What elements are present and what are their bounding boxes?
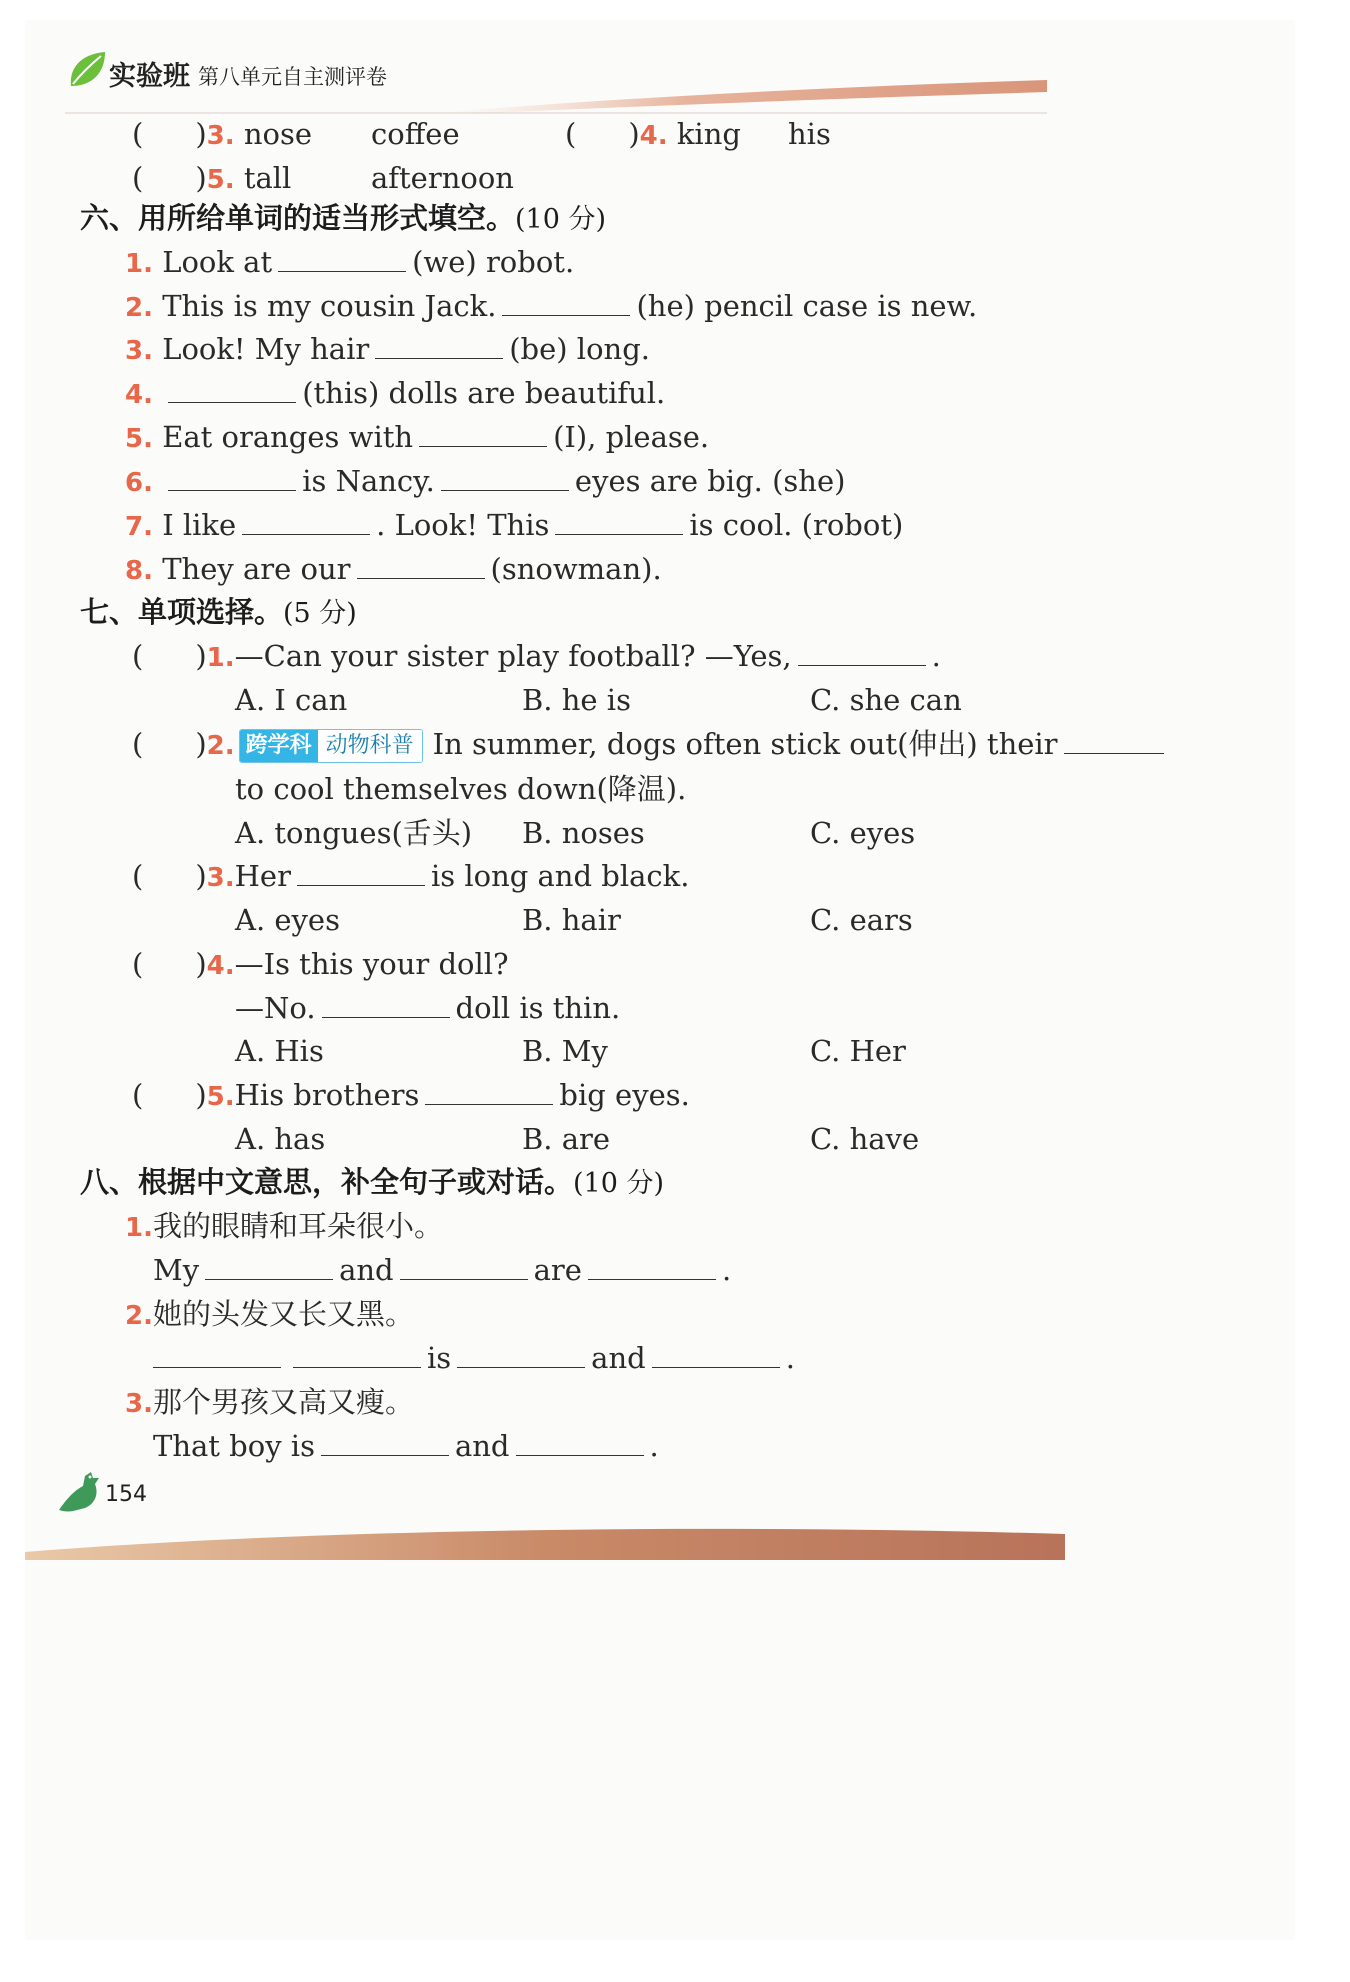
- answer-blank[interactable]: [322, 991, 450, 1018]
- item-text: big eyes.: [559, 1078, 690, 1112]
- sec5-q3-num: 3.: [206, 121, 235, 151]
- item-text: are: [533, 1253, 582, 1287]
- answer-blank[interactable]: [502, 289, 630, 316]
- unit-title: 第八单元自主测评卷: [198, 65, 387, 89]
- answer-blank[interactable]: [321, 1429, 449, 1456]
- item-text: His brothers: [234, 1078, 420, 1112]
- sec7-score: (5 分): [283, 598, 357, 629]
- item-text: Her: [234, 859, 291, 893]
- answer-blank[interactable]: [441, 464, 569, 491]
- item-text: I like: [162, 508, 237, 542]
- sec6-item-2: [125, 286, 977, 328]
- answer-blank[interactable]: [242, 508, 370, 535]
- sec5-q4: ( )4. king: [565, 117, 741, 151]
- item-text: (we) robot.: [412, 245, 575, 279]
- sec7-q2-option-b[interactable]: B. noses: [522, 816, 645, 850]
- sec8-score: (10 分): [573, 1168, 665, 1199]
- sec5-q3-word-a: nose: [243, 117, 313, 151]
- sec7-q2-option-c[interactable]: C. eyes: [810, 816, 916, 850]
- item-text: and: [454, 1429, 510, 1463]
- item-text: doll is thin.: [455, 991, 621, 1025]
- answer-blank[interactable]: [400, 1253, 528, 1280]
- leaf-logo-icon: [67, 50, 109, 90]
- sec7-q3-option-c[interactable]: C. ears: [810, 903, 913, 937]
- sec7-q1: [132, 636, 941, 678]
- answer-bracket[interactable]: ( ): [132, 947, 207, 981]
- answer-blank[interactable]: [293, 1341, 421, 1368]
- footer-band: [25, 1520, 1295, 1580]
- item-text: (he) pencil case is new.: [636, 289, 978, 323]
- sec5-q3: ( )3. nose: [132, 117, 313, 151]
- item-number: 2.: [125, 293, 153, 323]
- chinese-prompt: 那个男孩又高又瘦。: [152, 1385, 414, 1419]
- item-number: 4.: [125, 380, 153, 410]
- item-text: .: [721, 1253, 732, 1287]
- answer-blank[interactable]: [798, 639, 926, 666]
- item-text: My: [153, 1253, 200, 1287]
- answer-bracket[interactable]: ( ): [132, 1078, 207, 1112]
- item-text: . Look! This: [376, 508, 550, 542]
- page-number: 154: [105, 1482, 147, 1507]
- item-text: —Can your sister play football? —Yes,: [234, 639, 792, 673]
- tag-label-primary: 跨学科: [240, 730, 318, 762]
- sec8-heading: [80, 1162, 664, 1204]
- sec7-q2-continuation: to cool themselves down(降温).: [235, 772, 687, 806]
- item-text: and: [339, 1253, 394, 1287]
- sec7-q4-reply: [235, 988, 620, 1028]
- item-text: is: [427, 1341, 452, 1375]
- answer-blank[interactable]: [168, 464, 296, 491]
- item-text: eyes are big. (she): [574, 464, 846, 498]
- sec7-q1-option-b[interactable]: B. he is: [522, 683, 631, 717]
- sec8-q2-answer: [147, 1338, 795, 1378]
- item-number: 3.: [206, 863, 235, 893]
- worksheet-page: [25, 20, 1295, 1940]
- item-text: —Is this your doll?: [234, 947, 509, 981]
- item-number: 7.: [125, 512, 153, 542]
- sec7-q4: [132, 944, 509, 986]
- chinese-prompt: 她的头发又长又黑。: [152, 1297, 414, 1331]
- sec7-q5-option-a[interactable]: A. has: [235, 1122, 326, 1156]
- sec7-title: 七、单项选择。: [80, 595, 284, 629]
- sec5-q5-word-b: afternoon: [371, 161, 514, 195]
- answer-blank[interactable]: [516, 1429, 644, 1456]
- item-number: 5.: [125, 424, 153, 454]
- sec8-q3-prompt: [125, 1382, 414, 1424]
- sec5-q5: ( )5. tall: [132, 161, 292, 195]
- sec6-item-7: [125, 505, 903, 547]
- sec6-item-1: [125, 242, 574, 284]
- answer-blank[interactable]: [1064, 727, 1164, 754]
- sec7-q3-option-a[interactable]: A. eyes: [235, 903, 340, 937]
- sec7-q1-option-c[interactable]: C. she can: [810, 683, 962, 717]
- item-number: 3.: [125, 336, 153, 366]
- item-text: That boy is: [153, 1429, 315, 1463]
- item-text: This is my cousin Jack.: [162, 289, 497, 323]
- item-number: 3.: [125, 1389, 153, 1419]
- item-number: 4.: [206, 951, 235, 981]
- sec8-q3-answer: [153, 1426, 659, 1466]
- chinese-prompt: 我的眼睛和耳朵很小。: [152, 1209, 443, 1243]
- item-text: .: [785, 1341, 795, 1375]
- sec5-q5-num: 5.: [206, 165, 235, 195]
- answer-blank[interactable]: [588, 1253, 716, 1280]
- answer-blank[interactable]: [652, 1341, 780, 1368]
- answer-blank[interactable]: [278, 245, 406, 272]
- item-text: is cool. (robot): [689, 508, 904, 542]
- item-text: Look! My hair: [162, 332, 370, 366]
- item-text: They are our: [162, 552, 351, 586]
- item-text: is long and black.: [430, 859, 690, 893]
- answer-blank[interactable]: [457, 1341, 585, 1368]
- item-number: 1.: [125, 249, 153, 279]
- tag-label-secondary: 动物科普: [318, 730, 422, 762]
- item-text: is Nancy.: [302, 464, 435, 498]
- item-text: .: [649, 1429, 659, 1463]
- sec5-q5-word-a: tall: [243, 161, 292, 195]
- answer-blank[interactable]: [375, 332, 503, 359]
- sec7-q5-option-c[interactable]: C. have: [810, 1122, 920, 1156]
- sec6-title: 六、用所给单词的适当形式填空。: [80, 201, 516, 235]
- answer-blank[interactable]: [555, 508, 683, 535]
- cross-subject-tag: [239, 729, 423, 763]
- answer-blank[interactable]: [297, 859, 425, 886]
- item-number: 6.: [125, 468, 153, 498]
- sec5-q4-word-b: his: [788, 117, 831, 151]
- item-text: In summer, dogs often stick out(伸出) their: [432, 727, 1058, 761]
- sec7-q1-option-a[interactable]: A. I can: [235, 683, 348, 717]
- sec7-q5: [132, 1075, 690, 1117]
- item-number: 8.: [125, 556, 153, 586]
- item-text: (be) long.: [509, 332, 650, 366]
- answer-bracket[interactable]: ( ): [132, 727, 207, 761]
- sec7-q2-option-a[interactable]: A. tongues(舌头): [235, 816, 473, 850]
- sec6-item-8: [125, 549, 662, 591]
- item-text: .: [931, 639, 941, 673]
- sec7-q3-option-b[interactable]: B. hair: [522, 903, 621, 937]
- answer-blank[interactable]: [419, 420, 547, 447]
- sec8-q1-answer: [153, 1250, 731, 1290]
- sec6-item-4: [125, 373, 665, 415]
- item-number: 5.: [206, 1082, 235, 1112]
- item-text: Look at: [162, 245, 273, 279]
- sec6-score: (10 分): [515, 204, 607, 235]
- answer-bracket[interactable]: ( ): [132, 639, 207, 673]
- item-text: and: [591, 1341, 646, 1375]
- item-number: 2.: [206, 731, 235, 761]
- sec7-q4-option-a[interactable]: A. His: [235, 1034, 324, 1068]
- sec5-q4-word-a: king: [676, 117, 741, 151]
- sec6-item-6: [125, 461, 845, 503]
- sec7-q2: [132, 724, 1170, 766]
- item-number: 1.: [206, 643, 235, 673]
- item-text: (snowman).: [490, 552, 662, 586]
- item-text: Eat oranges with: [162, 420, 414, 454]
- dinosaur-icon: [55, 1468, 107, 1514]
- answer-bracket[interactable]: ( ): [132, 859, 207, 893]
- sec7-q4-option-c[interactable]: C. Her: [810, 1034, 906, 1068]
- sec7-heading: [80, 592, 357, 634]
- answer-blank[interactable]: [168, 376, 296, 403]
- sec8-q1-prompt: [125, 1206, 443, 1248]
- item-number: 2.: [125, 1301, 153, 1331]
- sec7-q3: [132, 856, 689, 898]
- sec6-heading: [80, 198, 606, 240]
- sec5-q4-num: 4.: [639, 121, 668, 151]
- sec7-q4-option-b[interactable]: B. My: [522, 1034, 608, 1068]
- sec8-title: 八、根据中文意思，补全句子或对话。: [80, 1165, 574, 1199]
- answer-blank[interactable]: [425, 1078, 553, 1105]
- answer-blank[interactable]: [357, 552, 485, 579]
- sec6-item-5: [125, 417, 709, 459]
- brand-label: 实验班: [109, 61, 190, 92]
- answer-blank[interactable]: [205, 1253, 333, 1280]
- sec8-q2-prompt: [125, 1294, 414, 1336]
- sec6-item-3: [125, 329, 650, 371]
- item-number: 1.: [125, 1213, 153, 1243]
- sec5-q3-word-b: coffee: [371, 117, 460, 151]
- item-text: —No.: [235, 991, 316, 1025]
- item-text: (I), please.: [553, 420, 710, 454]
- answer-blank[interactable]: [153, 1341, 281, 1368]
- sec7-q5-option-b[interactable]: B. are: [522, 1122, 611, 1156]
- item-text: (this) dolls are beautiful.: [302, 376, 666, 410]
